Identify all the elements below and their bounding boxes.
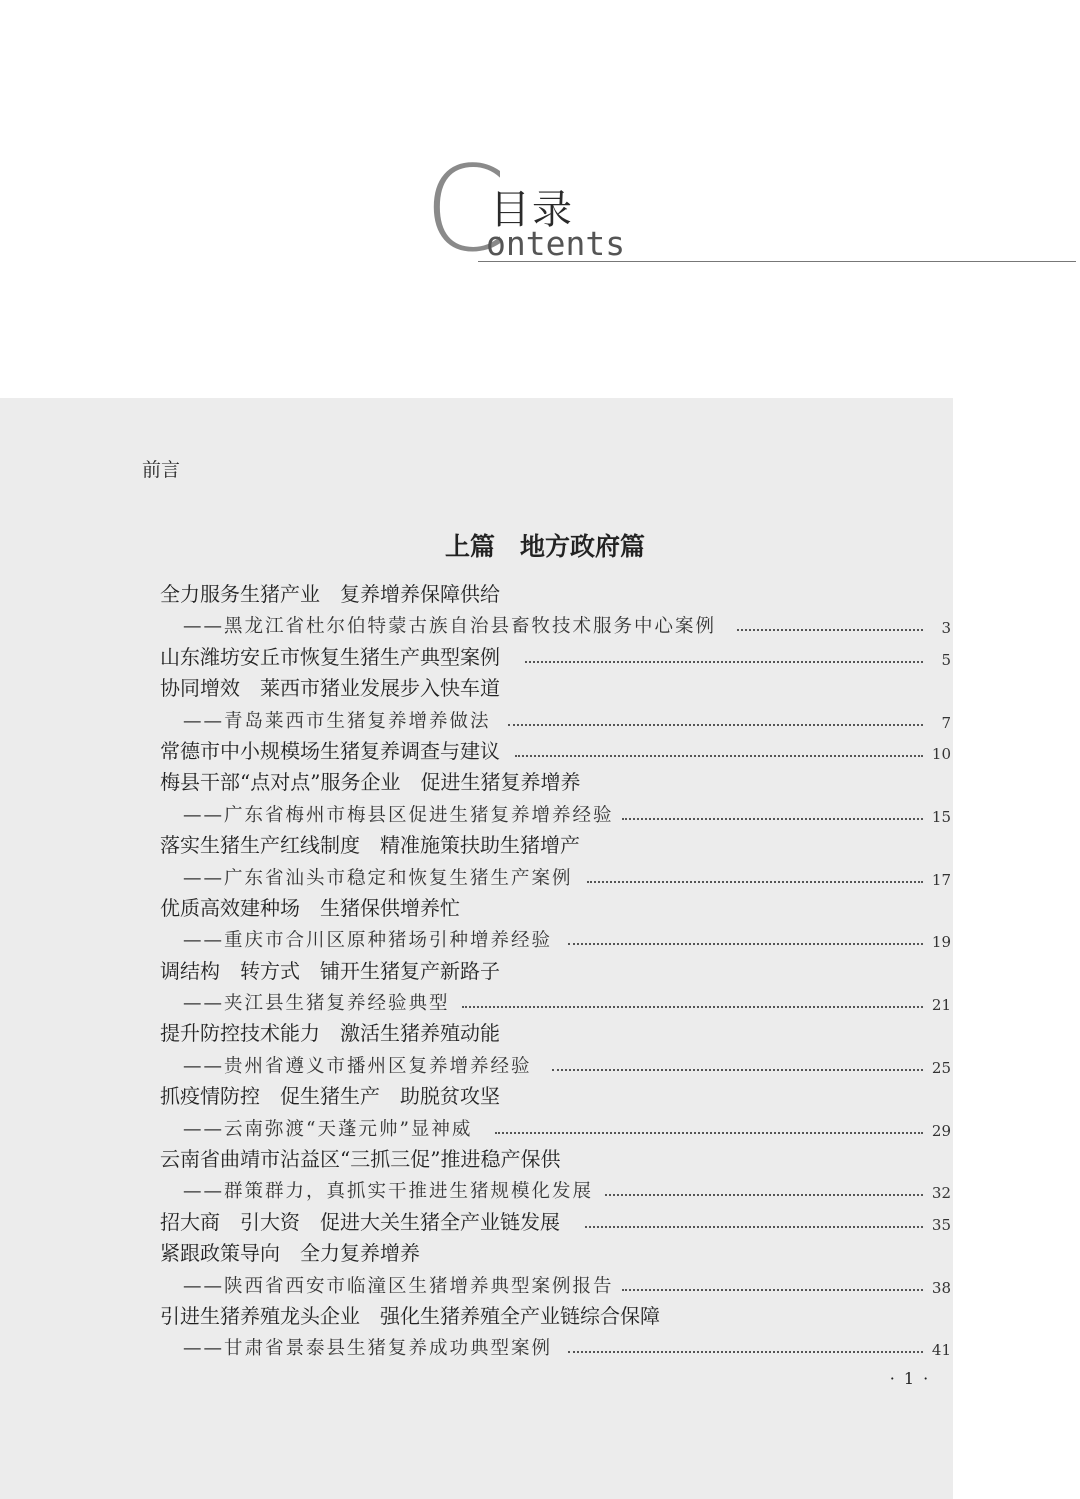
toc-title-line[interactable]: [0, 672, 953, 703]
contents-title-en: ontents: [486, 224, 626, 263]
toc-title-text: 全力服务生猪产业 复养增养保障供给: [160, 582, 500, 606]
toc-subtitle-text: ——夹江县生猪复养经验典型: [183, 993, 450, 1015]
toc-page-number: 7: [941, 713, 951, 732]
toc-subtitle-text: ——贵州省遵义市播州区复养增养经验: [183, 1055, 532, 1077]
dot-leader: [462, 1006, 923, 1008]
toc-title-line[interactable]: [0, 766, 953, 797]
toc-subtitle-text: ——黑龙江省杜尔伯特蒙古族自治县畜牧技术服务中心案例: [183, 616, 717, 638]
toc-subtitle-text: ——云南弥渡“天蓬元帅”显神威: [183, 1118, 473, 1140]
toc-subtitle-line[interactable]: [0, 1049, 953, 1080]
toc-title-line[interactable]: [0, 892, 953, 923]
dot-leader: [622, 1289, 923, 1291]
toc-foreword[interactable]: 前言: [142, 459, 181, 481]
toc-title-text: 优质高效建种场 生猪保供增养忙: [160, 895, 460, 920]
toc-subtitle-line[interactable]: [0, 1269, 953, 1300]
toc-subtitle-line[interactable]: [0, 1174, 953, 1205]
toc-title-line[interactable]: [0, 735, 953, 766]
toc-page-number: 21: [931, 996, 951, 1015]
toc-title-text: 调结构 转方式 铺开生猪复产新路子: [160, 958, 500, 983]
toc-subtitle-text: ——甘肃省景泰县生猪复养成功典型案例: [183, 1338, 553, 1360]
toc-subtitle-line[interactable]: [0, 1331, 953, 1362]
contents-title-cn: 目录: [490, 187, 574, 233]
dot-leader: [587, 881, 923, 883]
toc-subtitle-text: ——青岛莱西市生猪复养增养做法: [183, 710, 491, 732]
dot-leader: [515, 755, 923, 757]
toc-page-number: 29: [931, 1121, 951, 1140]
toc-subtitle-line[interactable]: [0, 704, 953, 735]
toc-page-number: 35: [931, 1215, 951, 1234]
toc-page-number: 5: [941, 650, 951, 669]
dot-leader: [495, 1132, 923, 1134]
toc-subtitle-text: ——群策群力，真抓实干推进生猪规模化发展: [183, 1181, 594, 1203]
toc-title-text: 落实生猪生产红线制度 精准施策扶助生猪增产: [160, 833, 580, 858]
toc-title-line[interactable]: [0, 578, 953, 609]
toc-title-text: 协同增效 莱西市猪业发展步入快车道: [160, 676, 500, 701]
toc-page-number: 19: [931, 933, 951, 952]
dot-leader: [605, 1194, 923, 1196]
toc-subtitle-line[interactable]: [0, 609, 953, 640]
dot-leader: [508, 724, 923, 726]
toc-page-number: 25: [931, 1058, 951, 1077]
dot-leader: [737, 629, 923, 631]
contents-header: [0, 0, 1080, 398]
header-rule: [478, 261, 1076, 262]
toc-page-number: 17: [931, 870, 951, 889]
toc-subtitle-line[interactable]: [0, 798, 953, 829]
section-title: 上篇 地方政府篇: [444, 532, 645, 561]
toc-subtitle-text: ——广东省梅州市梅县区促进生猪复养增养经验: [183, 804, 614, 826]
toc-title-text: 招大商 引大资 促进大关生猪全产业链发展: [160, 1209, 560, 1234]
dot-leader: [622, 818, 923, 820]
toc-page-number: 32: [931, 1184, 951, 1203]
toc-title-text: 紧跟政策导向 全力复养增养: [160, 1241, 420, 1266]
toc-page-number: 3: [941, 619, 951, 638]
toc-subtitle-text: ——陕西省西安市临潼区生猪增养典型案例报告: [183, 1275, 614, 1297]
toc-page-number: 41: [931, 1341, 951, 1360]
page-number: · 1 ·: [889, 1369, 931, 1388]
dot-leader: [568, 1351, 923, 1353]
toc-title-line[interactable]: [0, 1300, 953, 1331]
toc-page-number: 38: [931, 1278, 951, 1297]
toc-title-text: 引进生猪养殖龙头企业 强化生猪养殖全产业链综合保障: [160, 1303, 660, 1328]
toc-title-line[interactable]: [0, 641, 953, 672]
toc-title-text: 山东潍坊安丘市恢复生猪生产典型案例: [160, 644, 500, 669]
toc-title-text: 抓疫情防控 促生猪生产 助脱贫攻坚: [160, 1084, 500, 1109]
toc-title-text: 常德市中小规模场生猪复养调查与建议: [160, 738, 500, 763]
toc-title-text: 云南省曲靖市沾益区“三抓三促”推进稳产保供: [160, 1147, 561, 1172]
toc-title-line[interactable]: [0, 1237, 953, 1268]
toc-title-line[interactable]: [0, 1080, 953, 1111]
dot-leader: [525, 661, 923, 663]
toc-subtitle-line[interactable]: [0, 923, 953, 954]
toc-subtitle-line[interactable]: [0, 986, 953, 1017]
dot-leader: [552, 1069, 923, 1071]
toc-title-line[interactable]: [0, 1206, 953, 1237]
toc-subtitle-text: ——重庆市合川区原种猪场引种增养经验: [183, 930, 553, 952]
dot-leader: [585, 1226, 923, 1228]
toc-title-line[interactable]: [0, 1143, 953, 1174]
toc-subtitle-text: ——广东省汕头市稳定和恢复生猪生产案例: [183, 867, 573, 889]
toc-page-number: 15: [931, 807, 951, 826]
toc-title-text: 提升防控技术能力 激活生猪养殖动能: [160, 1021, 500, 1046]
toc-title-line[interactable]: [0, 829, 953, 860]
toc-title-line[interactable]: [0, 955, 953, 986]
toc-page-number: 10: [931, 744, 951, 763]
toc-subtitle-line[interactable]: [0, 1112, 953, 1143]
toc-title-text: 梅县干部“点对点”服务企业 促进生猪复养增养: [160, 770, 581, 795]
toc-entries: [0, 578, 953, 1363]
contents-c-letter: C: [424, 140, 507, 278]
toc-title-line[interactable]: [0, 1017, 953, 1048]
toc-subtitle-line[interactable]: [0, 861, 953, 892]
dot-leader: [568, 943, 923, 945]
